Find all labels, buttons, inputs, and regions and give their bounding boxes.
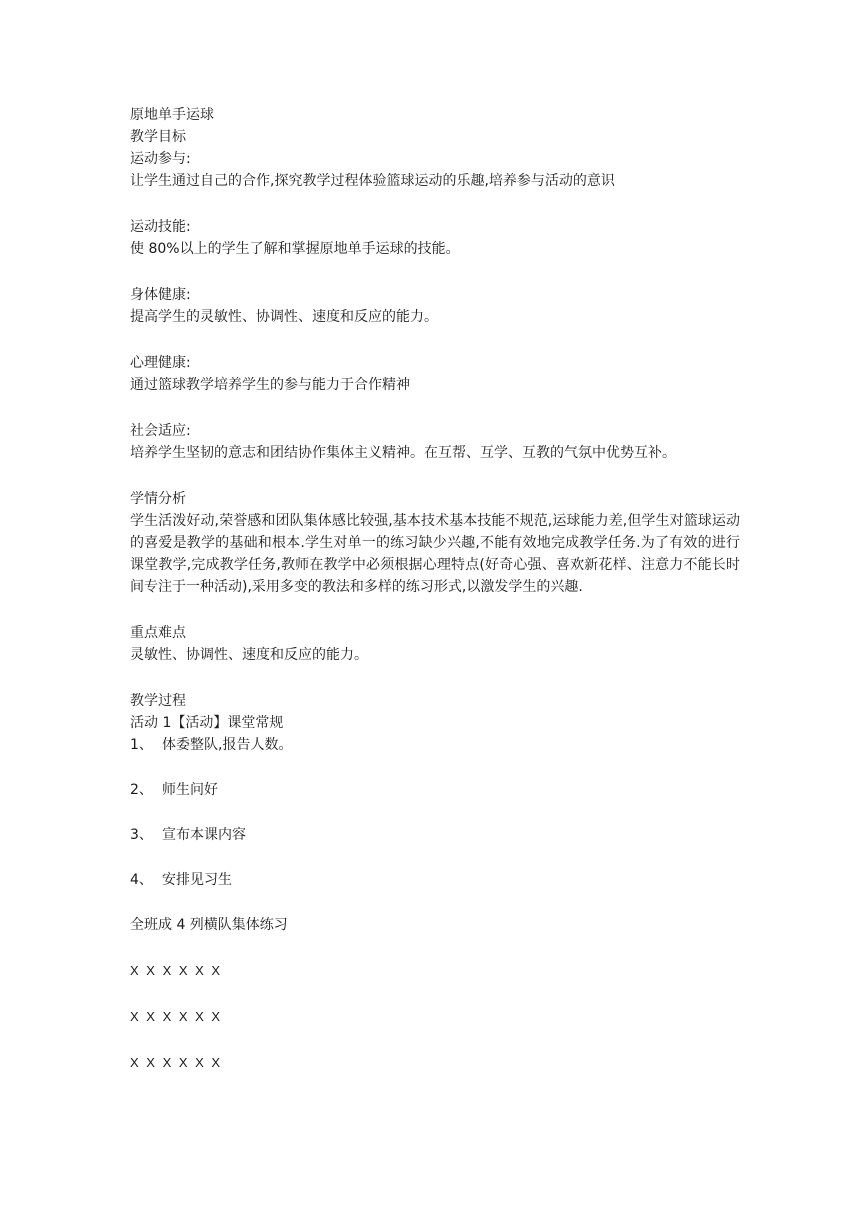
spacer	[130, 396, 740, 420]
list-item	[130, 779, 740, 801]
list-number: 1、	[130, 737, 153, 753]
spacer	[130, 1028, 740, 1052]
objectives-heading: 教学目标	[130, 129, 186, 145]
key-points-text: 灵敏性、协调性、速度和反应的能力。	[130, 647, 368, 663]
formation-row: X X X X X X	[130, 1055, 223, 1070]
list-item	[130, 824, 740, 846]
spacer	[130, 260, 740, 284]
process-heading: 教学过程	[130, 693, 186, 709]
document-body	[130, 104, 740, 1074]
physical-label: 身体健康:	[130, 287, 191, 303]
spacer	[130, 666, 740, 690]
spacer	[130, 936, 740, 960]
skills-text: 使 80%以上的学生了解和掌握原地单手运球的技能。	[130, 241, 460, 257]
spacer	[130, 328, 740, 352]
list-text: 师生问好	[162, 782, 218, 798]
list-text: 安排见习生	[162, 872, 232, 888]
mental-label: 心理健康:	[130, 355, 191, 371]
participation-text: 让学生通过自己的合作,探究教学过程体验篮球运动的乐趣,培养参与活动的意识	[130, 173, 615, 189]
analysis-heading: 学情分析	[130, 491, 186, 507]
spacer	[130, 891, 740, 914]
participation-label: 运动参与:	[130, 151, 191, 167]
list-number: 2、	[130, 782, 153, 798]
spacer	[130, 464, 740, 488]
spacer	[130, 982, 740, 1006]
spacer	[130, 846, 740, 869]
key-points-heading: 重点难点	[130, 625, 186, 641]
list-number: 4、	[130, 872, 153, 888]
spacer	[130, 801, 740, 824]
list-text: 体委整队,报告人数。	[162, 737, 293, 753]
physical-text: 提高学生的灵敏性、协调性、速度和反应的能力。	[130, 309, 438, 325]
list-item	[130, 734, 740, 756]
social-text: 培养学生坚韧的意志和团结协作集体主义精神。在互帮、互学、互教的气氛中优势互补。	[130, 445, 676, 461]
mental-text: 通过篮球教学培养学生的参与能力于合作精神	[130, 377, 410, 393]
formation-row: X X X X X X	[130, 963, 223, 978]
spacer	[130, 756, 740, 779]
analysis-text: 学生活泼好动,荣誉感和团队集体感比较强,基本技术基本技能不规范,运球能力差,但学生对篮球运动的喜爱是教学的基础和根本.学生对单一的练习缺少兴趣,不能有效地完成教学任务.为了有效的进行课堂教学,完成教学任务,教师在教学中必须根据心理特点(好奇心强、喜欢新花样、注意力不能长时间专注于一种活动),采用多变的教法和多样的练习形式,以激发学生的兴趣.	[130, 513, 740, 595]
list-item	[130, 869, 740, 891]
social-label: 社会适应:	[130, 423, 191, 439]
spacer	[130, 598, 740, 622]
list-number: 3、	[130, 827, 153, 843]
skills-label: 运动技能:	[130, 219, 191, 235]
formation-title: 全班成 4 列横队集体练习	[130, 917, 288, 933]
lesson-title: 原地单手运球	[130, 107, 214, 123]
activity-title: 活动 1【活动】课堂常规	[130, 715, 284, 731]
spacer	[130, 192, 740, 216]
list-text: 宣布本课内容	[162, 827, 246, 843]
formation-row: X X X X X X	[130, 1009, 223, 1024]
